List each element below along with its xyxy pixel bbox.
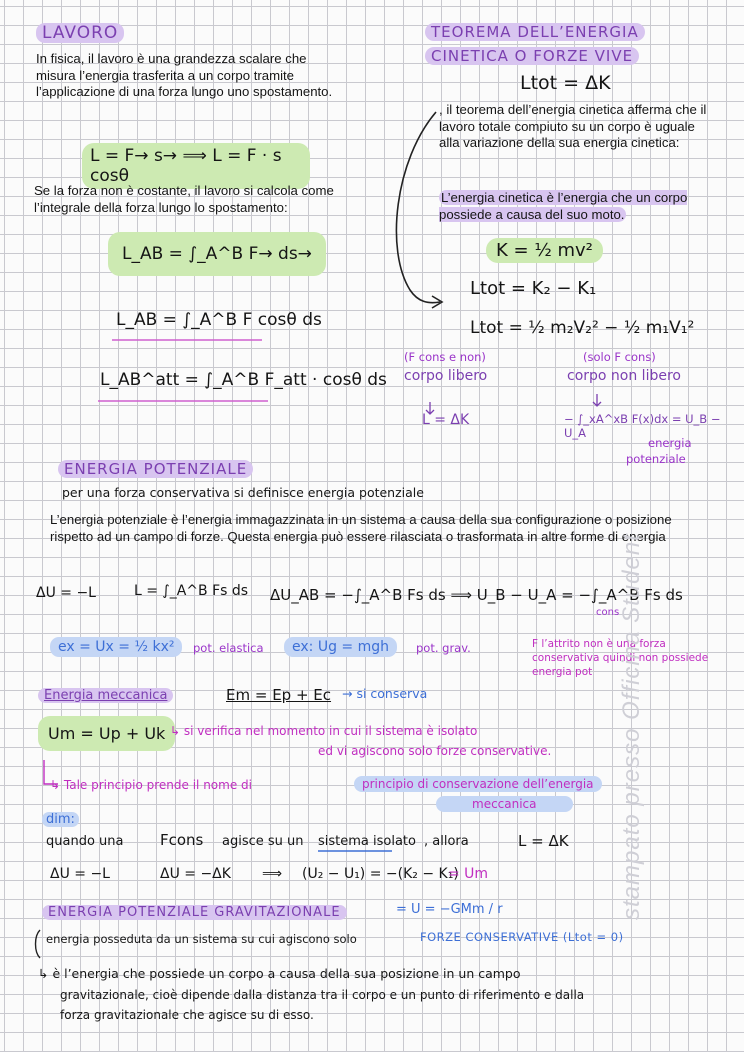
formula-integral-friction: L_AB^att = ∫_A^B F_att · cosθ ds	[100, 370, 387, 390]
case-right-note1: energia	[648, 436, 692, 450]
dim-label: dim:	[42, 812, 79, 827]
ltot-expanded: Ltot = ½ m₂V₂² − ½ m₁V₁²	[470, 318, 695, 338]
theorem-title-line2: CINETICA O FORZE VIVE	[425, 47, 639, 65]
case-left-line2: corpo libero	[404, 368, 488, 384]
formula-work: L = F→ s→ ⟹ L = F · s cosθ	[82, 143, 310, 189]
case-right-line1: (solo F cons)	[583, 350, 656, 364]
dim-line2-a: ΔU = −L	[50, 866, 110, 882]
principle-name-2: meccanica	[436, 796, 573, 812]
example-elastic: ex = Ux = ½ kx²	[50, 637, 182, 657]
example-gravity: ex: Ug = mgh	[284, 637, 397, 657]
watermark-text: stampato presso Officina Student	[618, 533, 645, 920]
dim-line1-f: L = ΔK	[518, 832, 569, 850]
ltot-k-diff: Ltot = K₂ − K₁	[470, 278, 597, 299]
example-elastic-label: pot. elastica	[193, 641, 264, 655]
eq-cons-label: cons	[596, 607, 620, 618]
formula-integral-vector: L_AB = ∫_A^B F→ ds→	[108, 232, 326, 276]
dim-line1-d: sistema isolato	[318, 834, 416, 849]
principle-prefix: ↳ Tale principio prende il nome di	[50, 778, 252, 792]
nonconstant-force-text: Se la forza non è costante, il lavoro si calcola come l’integrale della forza lungo lo spostamento:	[34, 183, 334, 215]
potential-hand-definition: per una forza conservativa si definisce energia potenziale	[62, 485, 424, 500]
potential-definition: L’energia potenziale è l’energia immagazzinata in un sistema a causa della sua configurazione o posizione rispetto ad un campo di forze. Questa energia può essere rilasciata o trasformata in altre forme di energia	[50, 512, 672, 544]
watermark	[618, 520, 658, 920]
mechanical-condition-2: ed vi agiscono solo forze conservative.	[318, 744, 552, 758]
mechanical-formula: Em = Ep + Ec	[226, 686, 332, 704]
eq-delta-u-ab: ΔU_AB = −∫_A^B Fs ds ⟹ U_B − U_A = −∫_A^B Fs ds	[270, 586, 683, 604]
formula-integral-cos: L_AB = ∫_A^B F cosθ ds	[116, 310, 322, 330]
grav-line1-b: FORZE CONSERVATIVE (Ltot = 0)	[420, 930, 624, 944]
dim-line2-b: ΔU = −ΔK	[160, 866, 231, 882]
mechanical-condition-1: ↳ si verifica nel momento in cui il sistema è isolato	[170, 724, 478, 738]
dim-line2-c: ⟹	[262, 866, 283, 882]
friction-note: F l’attrito non è una forza conservativa quindi non possiede energia pot	[532, 638, 709, 678]
lavoro-title: LAVORO	[36, 23, 124, 43]
dim-line1-e: , allora	[424, 834, 469, 849]
grav-title: ENERGIA POTENZIALE GRAVITAZIONALE	[42, 905, 347, 920]
theorem-formula: Ltot = ΔK	[520, 72, 611, 94]
eq-delta-u: ΔU = −L	[36, 585, 96, 601]
dim-line2-e: = Um	[448, 866, 489, 882]
theorem-title-line1: TEOREMA DELL’ENERGIA	[425, 23, 645, 41]
grav-line4: forza gravitazionale che agisce su di esso.	[60, 1008, 314, 1022]
dim-line2-d: (U₂ − U₁) = −(K₂ − K₁)	[302, 866, 459, 882]
case-right-line2: corpo non libero	[567, 368, 681, 384]
case-left-result: L = ΔK	[422, 412, 470, 428]
dim-line1-b: Fcons	[160, 831, 204, 849]
kinetic-energy-text	[439, 190, 709, 223]
grav-line1-a: energia posseduta da un sistema su cui agiscono solo	[46, 932, 357, 946]
eq-work-integral: L = ∫_A^B Fs ds	[134, 583, 249, 599]
case-left-line1: (F cons e non)	[404, 350, 486, 364]
grav-line2: ↳ è l’energia che possiede un corpo a causa della sua posizione in un campo	[38, 966, 521, 981]
grav-line3: gravitazionale, cioè dipende dalla distanza tra il corpo e un punto di riferimento e dalla	[60, 988, 585, 1002]
theorem-text: , il teorema dell’energia cinetica afferma che il lavoro totale compiuto su un corpo è uguale alla variazione della sua energia cinetica:	[439, 102, 707, 150]
lavoro-definition: In fisica, il lavoro è una grandezza scalare che misura l’energia trasferita a un corpo tramite l’applicazione di una forza lungo uno spostamento.	[36, 51, 333, 99]
mechanical-title: Energia meccanica	[38, 688, 173, 703]
case-right-note2: potenziale	[626, 452, 686, 466]
case-right-result: − ∫_xA^xB F(x)dx = U_B − U_A	[564, 412, 721, 440]
grav-formula: = U = −GMm / r	[396, 902, 503, 917]
principle-name-1: principio di conservazione dell’energia	[354, 776, 602, 792]
dim-line1-a: quando una	[46, 834, 124, 849]
mechanical-um: Um = Up + Uk	[38, 716, 175, 751]
example-gravity-label: pot. grav.	[416, 641, 471, 655]
kinetic-energy-formula: K = ½ mv²	[486, 238, 603, 263]
mechanical-conserved: → si conserva	[342, 686, 428, 701]
kinetic-energy-text-content: L’energia cinetica è l’energia che un corpo possiede a causa del suo moto.	[439, 190, 688, 222]
potential-title: ENERGIA POTENZIALE	[58, 460, 253, 478]
dim-line1-c: agisce su un	[222, 834, 304, 849]
